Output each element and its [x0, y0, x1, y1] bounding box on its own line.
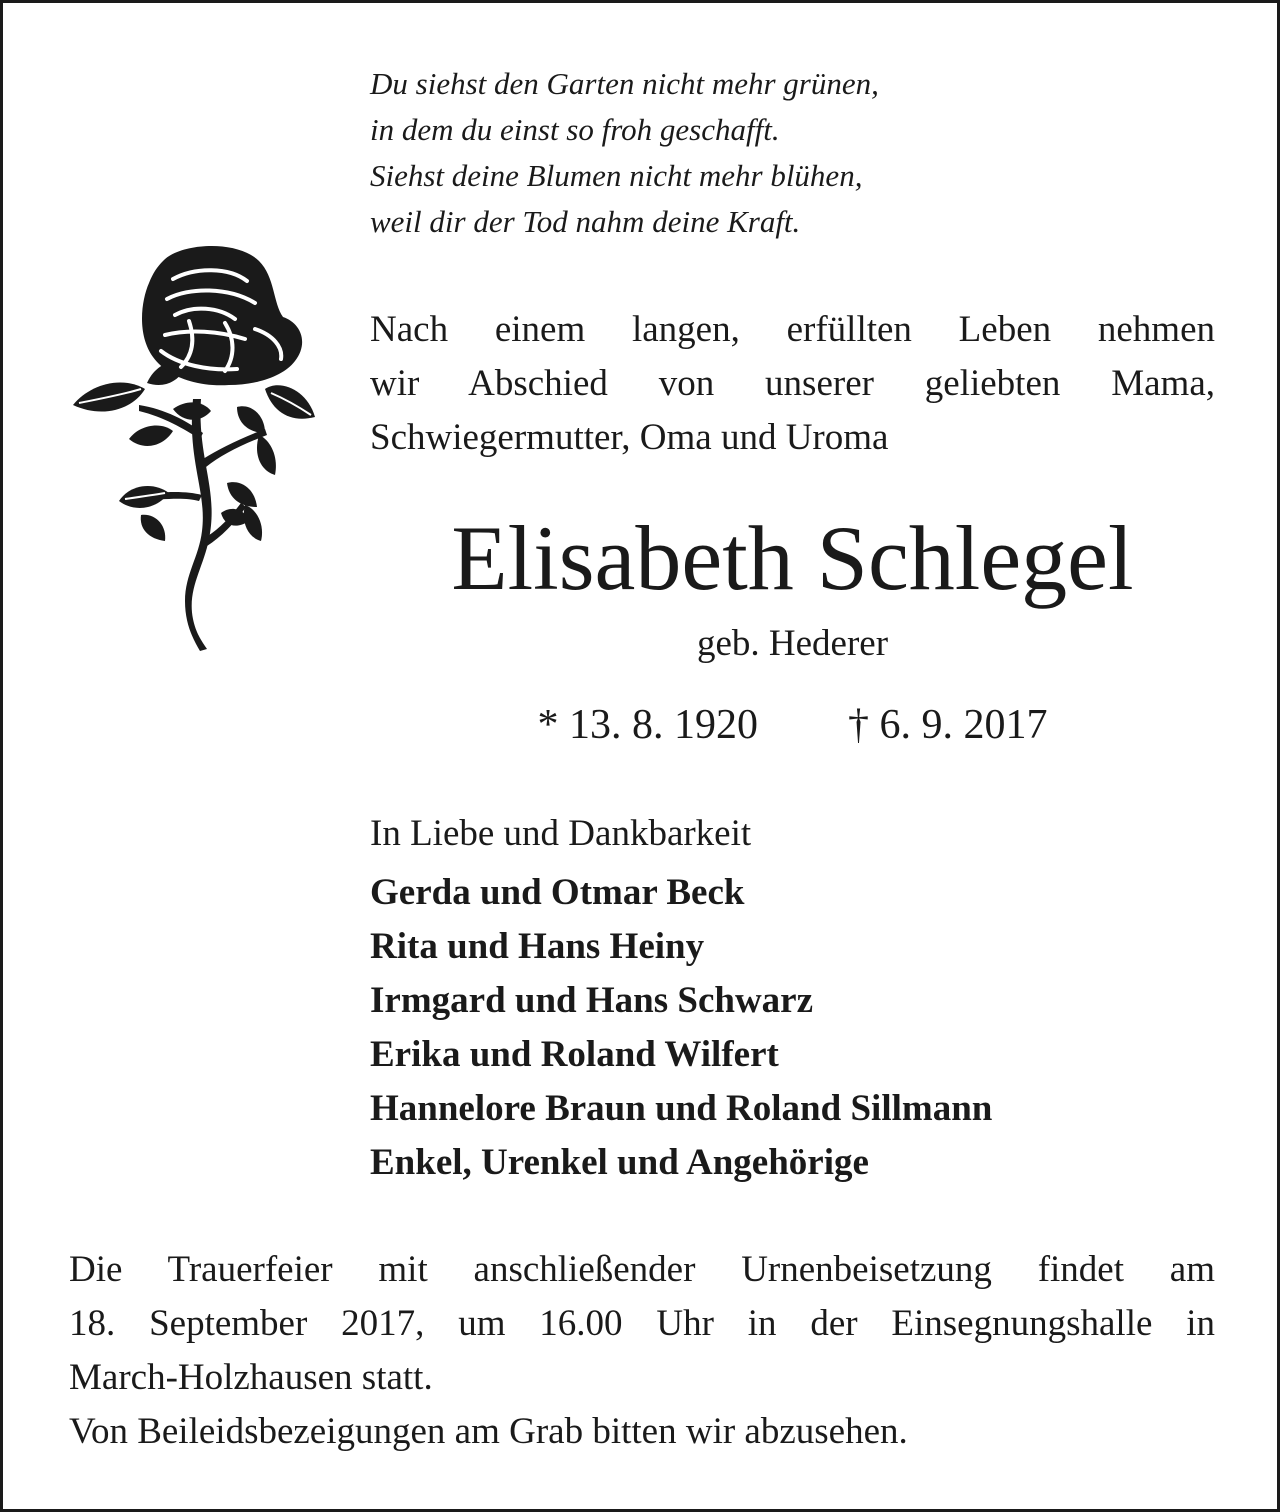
mourner: Irmgard und Hans Schwarz: [370, 980, 814, 1021]
funeral-info: [69, 1243, 1215, 1459]
funeral-info-line: March-Holzhausen statt.: [69, 1357, 433, 1398]
thanks-line: In Liebe und Dankbarkeit: [370, 813, 752, 854]
rose-icon: [69, 239, 319, 651]
intro-line: Nach einem langen, erfüllten Leben nehmen: [370, 309, 1215, 350]
poem: [370, 61, 1130, 245]
death-date: † 6. 9. 2017: [848, 702, 1048, 748]
mourner: Enkel, Urenkel und Angehörige: [370, 1142, 869, 1183]
deceased-name: Elisabeth Schlegel: [451, 507, 1134, 609]
intro-text: [370, 303, 1215, 465]
funeral-info-line: 18. September 2017, um 16.00 Uhr in der Einsegnungshalle in: [69, 1303, 1215, 1344]
birth-name: geb. Hederer: [696, 623, 889, 664]
mourner: Hannelore Braun und Roland Sillmann: [370, 1088, 993, 1129]
poem-line: in dem du einst so froh geschafft.: [370, 112, 780, 147]
intro-line: wir Abschied von unserer geliebten Mama,: [370, 363, 1215, 404]
poem-line: Siehst deine Blumen nicht mehr blühen,: [370, 158, 863, 193]
mourner: Gerda und Otmar Beck: [370, 872, 745, 913]
intro-line: Schwiegermutter, Oma und Uroma: [370, 417, 889, 458]
funeral-info-line: Die Trauerfeier mit anschließender Urnenbeisetzung findet am: [69, 1249, 1215, 1290]
poem-line: weil dir der Tod nahm deine Kraft.: [370, 204, 801, 239]
funeral-info-line: Von Beileidsbezeigungen am Grab bitten wir abzusehen.: [69, 1411, 908, 1452]
birth-date: * 13. 8. 1920: [537, 702, 758, 748]
poem-line: Du siehst den Garten nicht mehr grünen,: [370, 66, 879, 101]
life-dates: [370, 697, 1215, 753]
mourner: Rita und Hans Heiny: [370, 926, 705, 967]
mourner: Erika und Roland Wilfert: [370, 1034, 779, 1075]
mourners-list: [370, 866, 1215, 1190]
